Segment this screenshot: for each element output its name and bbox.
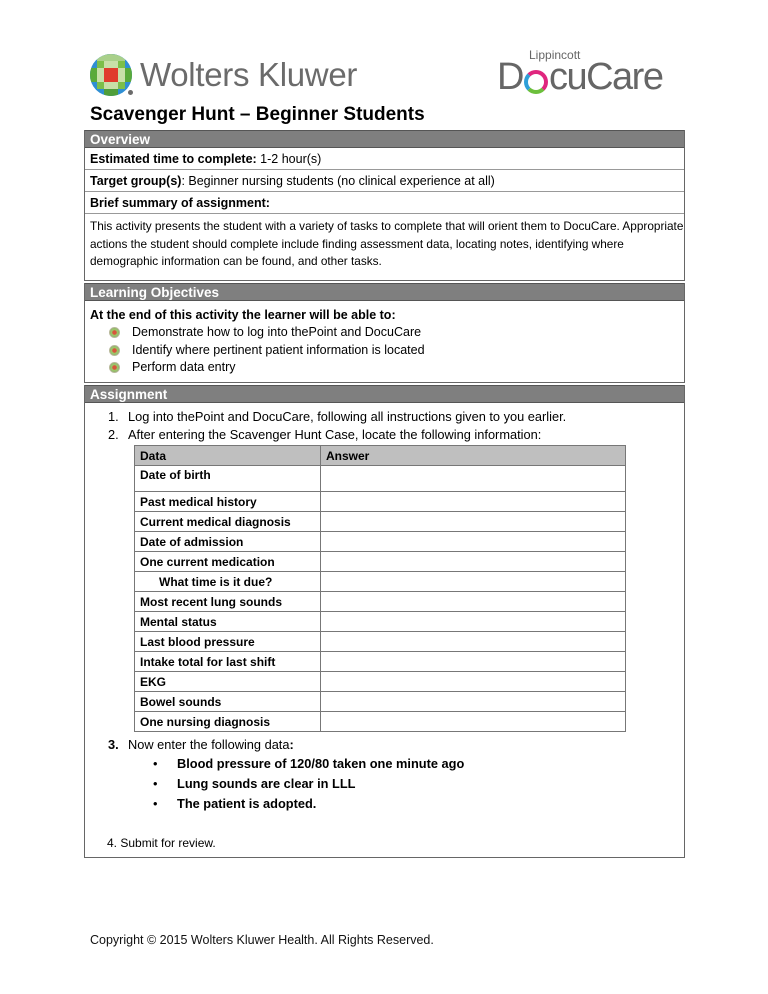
lippincott-wordmark: Lippincott: [529, 48, 581, 62]
table-row: [135, 692, 626, 712]
list-item: [109, 324, 684, 342]
assignment-steps: [108, 408, 684, 443]
table-row: [135, 532, 626, 552]
assignment-section: [84, 385, 685, 858]
data-cell: One current medication: [135, 552, 321, 572]
answer-cell[interactable]: [321, 492, 626, 512]
wolters-kluwer-logo: [90, 54, 357, 96]
answer-cell[interactable]: [321, 712, 626, 732]
bullet-icon: •: [153, 775, 158, 791]
data-cell: Intake total for last shift: [135, 652, 321, 672]
data-cell: Most recent lung sounds: [135, 592, 321, 612]
assignment-heading: Assignment: [85, 385, 684, 403]
estimated-time-value: 1-2 hour(s): [256, 152, 322, 166]
answer-cell[interactable]: [321, 512, 626, 532]
answer-cell[interactable]: [321, 652, 626, 672]
overview-heading: Overview: [85, 130, 684, 148]
registered-mark-icon: [128, 90, 133, 95]
list-item: [108, 408, 684, 426]
data-cell: Date of admission: [135, 532, 321, 552]
estimated-time-label: Estimated time to complete:: [90, 152, 257, 166]
data-entry-list: [153, 754, 684, 814]
docucare-o-ring-icon: [524, 70, 548, 94]
answer-cell[interactable]: [321, 532, 626, 552]
table-row: [135, 712, 626, 732]
data-cell: What time is it due?: [135, 572, 321, 592]
table-row: [135, 612, 626, 632]
summary-label-row: [85, 192, 684, 214]
data-cell: Current medical diagnosis: [135, 512, 321, 532]
document-title: Scavenger Hunt – Beginner Students: [90, 104, 425, 125]
step-number: 3.: [108, 737, 119, 752]
docucare-wordmark: [497, 56, 662, 99]
target-group-value: : Beginner nursing students (no clinical experience at all): [181, 174, 495, 188]
step-text: After entering the Scavenger Hunt Case, locate the following information:: [128, 426, 542, 442]
target-group-row: [85, 170, 684, 192]
target-group-label: Target group(s): [90, 174, 182, 188]
bullet-icon: •: [153, 795, 158, 811]
globe-bullet-icon: [109, 327, 120, 338]
data-cell: Bowel sounds: [135, 692, 321, 712]
step-number: 1.: [108, 409, 119, 424]
objective-text: Demonstrate how to log into thePoint and DocuCare: [132, 325, 422, 339]
objectives-list: [85, 324, 684, 377]
data-cell: One nursing diagnosis: [135, 712, 321, 732]
page-header: [0, 0, 768, 104]
list-item: [153, 794, 684, 814]
column-header-data: Data: [135, 446, 321, 466]
answer-cell[interactable]: [321, 672, 626, 692]
copyright-footer: Copyright © 2015 Wolters Kluwer Health. All Rights Reserved.: [90, 933, 434, 947]
table-row: [135, 592, 626, 612]
answer-cell[interactable]: [321, 572, 626, 592]
summary-text: This activity presents the student with a variety of tasks to complete that will orient them to DocuCare. Appropriate actions the student should complete include finding assessment data, locating notes, identifying where demographic information can be found, and other tasks.: [90, 219, 684, 268]
list-item: [109, 359, 684, 377]
globe-bullet-icon: [109, 362, 120, 373]
learning-objectives-section: [84, 283, 685, 383]
objective-text: Perform data entry: [132, 360, 236, 374]
data-cell: Mental status: [135, 612, 321, 632]
data-cell: Last blood pressure: [135, 632, 321, 652]
answer-cell[interactable]: [321, 466, 626, 492]
step-colon: :: [289, 737, 294, 752]
data-cell: EKG: [135, 672, 321, 692]
globe-bullet-icon: [109, 345, 120, 356]
step-text: Log into thePoint and DocuCare, following all instructions given to you earlier.: [128, 409, 567, 424]
docucare-logo: [497, 48, 667, 98]
overview-section: [84, 130, 685, 281]
table-row: [135, 572, 626, 592]
bullet-text: The patient is adopted.: [177, 795, 317, 811]
wolters-kluwer-globe-icon: [90, 54, 132, 96]
estimated-time-row: [85, 148, 684, 170]
data-cell: Date of birth: [135, 466, 321, 492]
table-row: [135, 512, 626, 532]
list-item: [109, 342, 684, 360]
answer-cell[interactable]: [321, 692, 626, 712]
bullet-text: Blood pressure of 120/80 taken one minute ago: [177, 755, 465, 771]
table-row: [135, 672, 626, 692]
table-row: [135, 466, 626, 492]
table-row: [135, 552, 626, 572]
step-number: 2.: [108, 426, 119, 442]
table-row: [135, 652, 626, 672]
docucare-prefix: D: [497, 56, 523, 98]
summary-label: Brief summary of assignment:: [90, 196, 270, 210]
list-item: [153, 754, 684, 774]
table-row: [135, 492, 626, 512]
step-4: 4. Submit for review.: [107, 835, 216, 850]
step-3: [108, 736, 684, 754]
wolters-kluwer-wordmark: Wolters Kluwer: [140, 56, 358, 93]
table-header-row: [135, 446, 626, 466]
learning-objectives-heading: Learning Objectives: [85, 283, 684, 301]
bullet-text: Lung sounds are clear in LLL: [177, 775, 356, 791]
answer-cell[interactable]: [321, 552, 626, 572]
data-cell: Past medical history: [135, 492, 321, 512]
data-answer-table: [134, 445, 626, 732]
table-row: [135, 632, 626, 652]
docucare-suffix: cuCare: [548, 56, 663, 98]
list-item: [108, 426, 684, 444]
list-item: [153, 774, 684, 794]
column-header-answer: Answer: [321, 446, 626, 466]
answer-cell[interactable]: [321, 592, 626, 612]
objective-text: Identify where pertinent patient information is located: [132, 342, 425, 357]
answer-cell[interactable]: [321, 612, 626, 632]
bullet-icon: •: [153, 755, 158, 771]
step-text: Now enter the following data: [128, 737, 290, 752]
answer-cell[interactable]: [321, 632, 626, 652]
objectives-lead: At the end of this activity the learner will be able to:: [90, 308, 396, 322]
